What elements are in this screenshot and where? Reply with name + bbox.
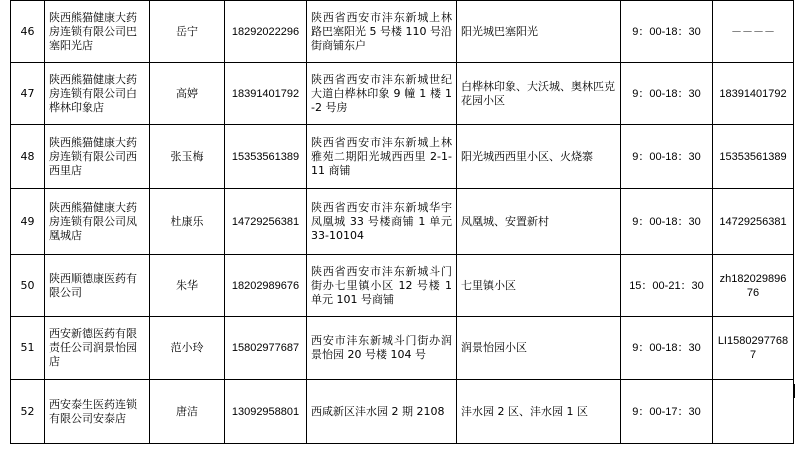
business-hours: 15：00-21：30 (621, 255, 713, 317)
contact-person: 朱华 (150, 255, 225, 317)
store-name: 西安泰生医药连锁有限公司安泰店 (45, 380, 150, 444)
store-name: 西安新德医药有限责任公司润景怡园店 (45, 317, 150, 380)
store-address: 陕西省西安市沣东新城上林雅苑二期阳光城西西里 2-1-11 商铺 (307, 125, 457, 189)
business-hours: 9：00-18：30 (621, 317, 713, 380)
store-address: 陕西省西安市沣东新城斗门街办七里镇小区 12 号楼 1 单元 101 号商铺 (307, 255, 457, 317)
row-number: 49 (11, 189, 45, 255)
store-name: 陕西熊猫健康大药房连锁有限公司巴塞阳光店 (45, 1, 150, 63)
row-number: 52 (11, 380, 45, 444)
store-address: 陕西省西安市沣东新城上林路巴塞阳光 5 号楼 110 号沿街商铺东户 (307, 1, 457, 63)
table-row (11, 1, 794, 63)
row-number: 48 (11, 125, 45, 189)
service-area: 白桦林印象、大沃城、奥林匹克花园小区 (457, 63, 621, 125)
service-area: 润景怡园小区 (457, 317, 621, 380)
store-address: 陕西省西安市沣东新城世纪大道白桦林印象 9 幢 1 楼 1-2 号房 (307, 63, 457, 125)
phone-number: 15353561389 (225, 125, 307, 189)
row-number: 51 (11, 317, 45, 380)
service-area: 沣水园 2 区、沣水园 1 区 (457, 380, 621, 444)
row-number: 47 (11, 63, 45, 125)
phone-number: 14729256381 (225, 189, 307, 255)
table-row (11, 317, 794, 380)
contact-person: 范小玲 (150, 317, 225, 380)
contact-person: 唐洁 (150, 380, 225, 444)
wechat-id (713, 380, 794, 444)
table-row (11, 380, 794, 444)
table-row (11, 255, 794, 317)
table-row (11, 189, 794, 255)
business-hours: 9：00-18：30 (621, 125, 713, 189)
contact-person: 杜康乐 (150, 189, 225, 255)
wechat-id: 15353561389 (713, 125, 794, 189)
phone-number: 13092958801 (225, 380, 307, 444)
wechat-id: LI15802977687 (713, 317, 794, 380)
service-area: 阳光城西西里小区、火烧寨 (457, 125, 621, 189)
store-address: 西安市沣东新城斗门街办润景怡园 20 号楼 104 号 (307, 317, 457, 380)
wechat-id: 14729256381 (713, 189, 794, 255)
contact-person: 高婷 (150, 63, 225, 125)
row-number: 50 (11, 255, 45, 317)
store-name: 陕西熊猫健康大药房连锁有限公司白桦林印象店 (45, 63, 150, 125)
edge-line-mark (794, 384, 795, 398)
service-area: 阳光城巴塞阳光 (457, 1, 621, 63)
phone-number: 18202989676 (225, 255, 307, 317)
contact-person: 张玉梅 (150, 125, 225, 189)
table-row (11, 125, 794, 189)
business-hours: 9：00-18：30 (621, 189, 713, 255)
service-area: 七里镇小区 (457, 255, 621, 317)
phone-number: 15802977687 (225, 317, 307, 380)
store-name: 陕西熊猫健康大药房连锁有限公司西西里店 (45, 125, 150, 189)
store-name: 陕西熊猫健康大药房连锁有限公司凤凰城店 (45, 189, 150, 255)
table-row (11, 63, 794, 125)
wechat-id: 18391401792 (713, 63, 794, 125)
store-address: 陕西省西安市沣东新城华宇凤凰城 33 号楼商铺 1 单元 33-10104 (307, 189, 457, 255)
phone-number: 18292022296 (225, 1, 307, 63)
store-address: 西咸新区沣水园 2 期 2108 (307, 380, 457, 444)
wechat-id: zh18202989676 (713, 255, 794, 317)
service-area: 凤凰城、安置新村 (457, 189, 621, 255)
contact-person: 岳宁 (150, 1, 225, 63)
business-hours: 9：00-17：30 (621, 380, 713, 444)
store-name: 陕西顺德康医药有限公司 (45, 255, 150, 317)
business-hours: 9：00-18：30 (621, 1, 713, 63)
row-number: 46 (11, 1, 45, 63)
business-hours: 9：00-18：30 (621, 63, 713, 125)
phone-number: 18391401792 (225, 63, 307, 125)
pharmacy-table (10, 0, 794, 444)
wechat-id: －－－－ (713, 1, 794, 63)
